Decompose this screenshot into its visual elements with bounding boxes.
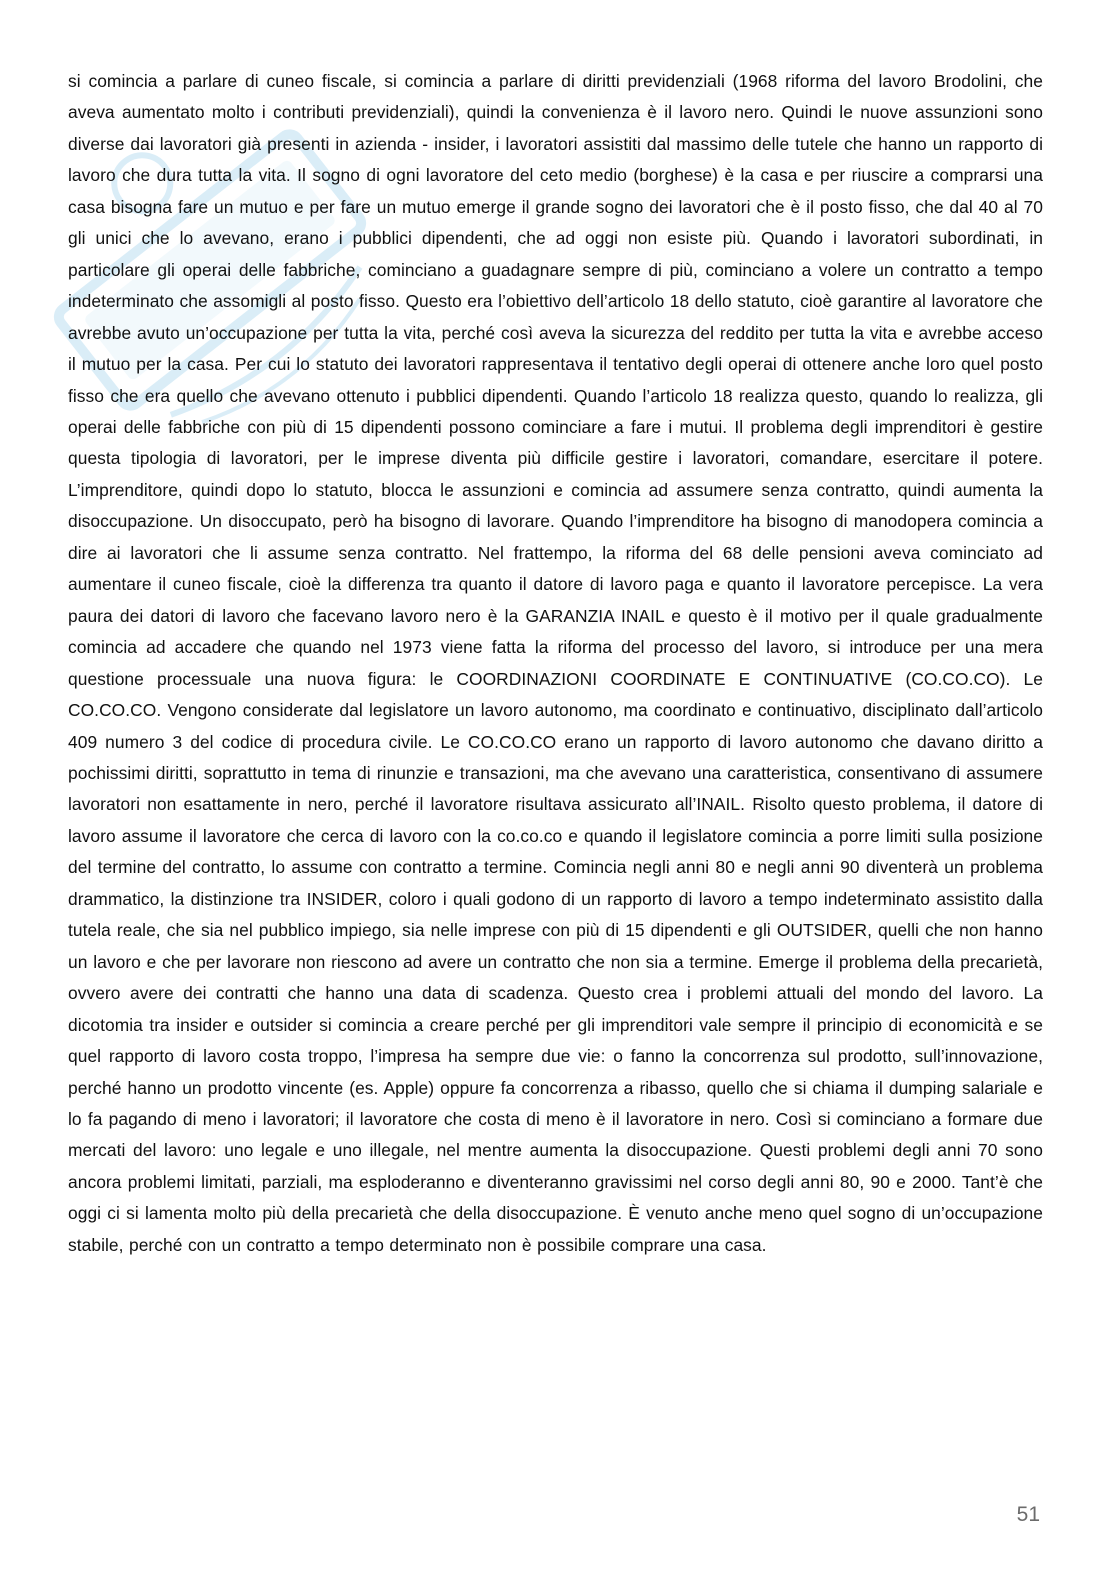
body-paragraph: si comincia a parlare di cuneo fiscale, si comincia a parlare di diritti previdenziali (1968 riforma del lavoro Brodolini, che aveva aumentato molto i contributi previdenziali), quindi la convenienza è il lavoro nero. Quindi le nuove assunzioni sono diverse dai lavoratori già presenti in azienda - insider, i lavoratori assistiti dal massimo delle tutele che hanno un rapporto di lavoro che dura tutta la vita. Il sogno di ogni lavoratore del ceto medio (borghese) è la casa e per riuscire a comprarsi una casa bisogna fare un mutuo e per fare un mutuo emerge il grande sogno dei lavoratori che è il posto fisso, che dal 40 al 70 gli unici che lo avevano, erano i pubblici dipendenti, che ad oggi non esiste più. Quando i lavoratori subordinati, in particolare gli operai delle fabbriche, cominciano a guadagnare sempre di più, cominciano a volere un contratto a tempo indeterminato che assomigli al posto fisso. Questo era l’obiettivo dell’articolo 18 dello statuto, cioè garantire al lavoratore che avrebbe avuto un’occupazione per tutta la vita, perché così aveva la sicurezza del reddito per tutta la vita e avrebbe acceso il mutuo per la casa. Per cui lo statuto dei lavoratori rappresentava il tentativo degli operai di ottenere anche loro quel posto fisso che era quello che avevano ottenuto i pubblici dipendenti. Quando l’articolo 18 realizza questo, quando lo realizza, gli operai delle fabbriche con più di 15 dipendenti possono cominciare a fare i mutui. Il problema degli imprenditori è gestire questa tipologia di lavoratori, per le imprese diventa più difficile gestire i lavoratori, comandare, esercitare il potere. L’imprenditore, quindi dopo lo statuto, blocca le assunzioni e comincia ad assumere senza contratto, quindi aumenta la disoccupazione. Un disoccupato, però ha bisogno di lavorare. Quando l’imprenditore ha bisogno di manodopera comincia a dire ai lavoratori che li assume senza contratto. Nel frattempo, la riforma del 68 delle pensioni aveva cominciato ad aumentare il cuneo fiscale, cioè la differenza tra quanto il datore di lavoro paga e quanto il lavoratore percepisce. La vera paura dei datori di lavoro che facevano lavoro nero è la GARANZIA INAIL e questo è il motivo per il quale gradualmente comincia ad accadere che quando nel 1973 viene fatta la riforma del processo del lavoro, si introduce per una mera questione processuale una nuova figura: le COORDINAZIONI COORDINATE E CONTINUATIVE (CO.CO.CO). Le CO.CO.CO. Vengono considerate dal legislatore un lavoro autonomo, ma coordinato e continuativo, disciplinato dall’articolo 409 numero 3 del codice di procedura civile. Le CO.CO.CO erano un rapporto di lavoro autonomo che davano diritto a pochissimi diritti, soprattutto in tema di rinunzie e transazioni, ma che avevano una caratteristica, consentivano di assumere lavoratori non esattamente in nero, perché il lavoratore risultava assicurato all’INAIL. Risolto questo problema, il datore di lavoro assume il lavoratore che cerca di lavoro con la co.co.co e quando il legislatore comincia a porre limiti sulla posizione del termine del contratto, lo assume con contratto a termine. Comincia negli anni 80 e negli anni 90 diventerà un problema drammatico, la distinzione tra INSIDER, coloro i quali godono di un rapporto di lavoro a tempo indeterminato assistito dalla tutela reale, che sia nel pubblico impiego, sia nelle imprese con più di 15 dipendenti e gli OUTSIDER, quelli che non hanno un lavoro e che per lavorare non riescono ad avere un contratto che non sia a termine. Emerge il problema della precarietà, ovvero avere dei contratti che hanno una data di scadenza. Questo crea i problemi attuali del mondo del lavoro. La dicotomia tra insider e outsider si comincia a creare perché per gli imprenditori vale sempre il principio di economicità e se quel rapporto di lavoro costa troppo, l’impresa ha sempre due vie: o fanno la concorrenza sul prodotto, sull’innovazione, perché hanno un prodotto vincente (es. Apple) oppure fa concorrenza a ribasso, quello che si chiama il dumping salariale e lo fa pagando di meno i lavoratori; il lavoratore che costa di meno è il lavoratore in nero. Così si cominciano a formare due mercati del lavoro: uno legale e uno illegale, nel mentre aumenta la disoccupazione. Questi problemi degli anni 70 sono ancora problemi limitati, parziali, ma esploderanno e diventeranno gravissimi nel corso degli anni 80, 90 e 2000. Tant’è che oggi ci si lamenta molto più della precarietà che della disoccupazione. È venuto anche meno quel sogno di un’occupazione stabile, perché con un contratto a tempo determinato non è possibile comprare una casa. bbox=[68, 71, 1043, 1255]
page-number: 51 bbox=[1016, 1503, 1040, 1526]
